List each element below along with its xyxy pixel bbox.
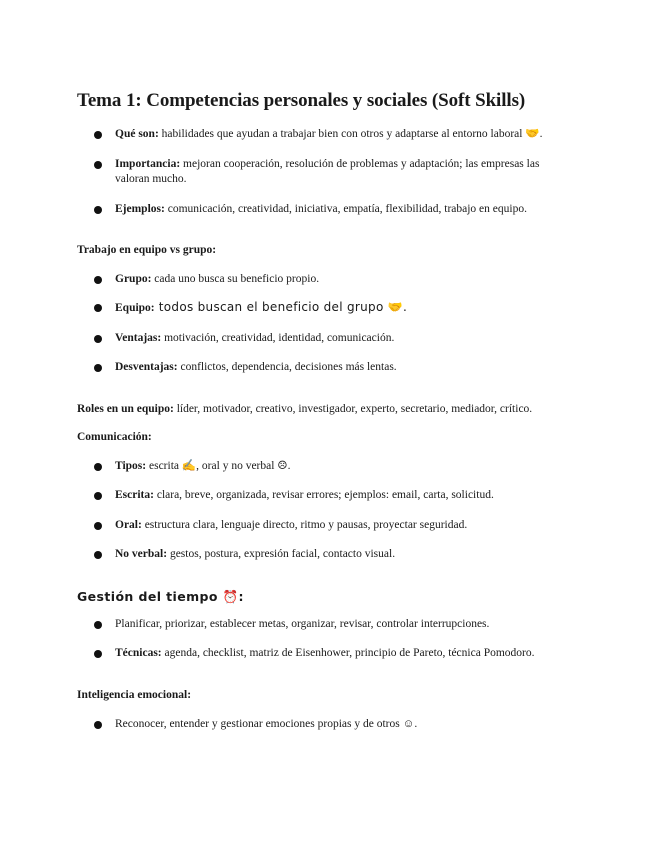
communication-heading: Comunicación: [77, 431, 152, 443]
time-heading: Gestión del tiempo ⏰: [77, 589, 244, 604]
bullet-icon [94, 276, 102, 284]
bullet-icon [94, 364, 102, 372]
item-label: Ventajas: [115, 332, 162, 344]
list-item-equipo [94, 300, 574, 316]
bullet-icon [94, 131, 102, 139]
roles-text: líder, motivador, creativo, investigador, experto, secretario, mediador, crítico. [173, 403, 533, 415]
emotional-heading: Inteligencia emocional: [77, 689, 192, 701]
roles-label: Roles en un equipo: [77, 403, 174, 415]
list-item-tecnicas [94, 646, 574, 661]
bullet-icon [94, 721, 102, 729]
item-text: todos buscan el beneficio del grupo 🤝. [154, 300, 408, 314]
list-item-ventajas [94, 331, 574, 346]
list-item-importancia [94, 157, 574, 187]
item-text: estructura clara, lenguaje directo, ritmo y pausas, proyectar seguridad. [141, 519, 468, 531]
bullet-icon [94, 492, 102, 500]
item-label: Técnicas: [115, 647, 162, 659]
teamwork-heading: Trabajo en equipo vs grupo: [77, 244, 217, 256]
item-label: Desventajas: [115, 361, 178, 373]
item-text: conflictos, dependencia, decisiones más lentas. [177, 361, 397, 373]
item-text: comunicación, creatividad, iniciativa, empatía, flexibilidad, trabajo en equipo. [164, 203, 527, 215]
document-title: Tema 1: Competencias personales y sociales (Soft Skills) [77, 90, 526, 111]
bullet-icon [94, 335, 102, 343]
list-item-desventajas [94, 360, 574, 375]
list-item-no-verbal [94, 547, 574, 562]
item-label: Escrita: [115, 489, 154, 501]
bullet-icon [94, 206, 102, 214]
item-text: Reconocer, entender y gestionar emociones propias y de otros ☺. [115, 718, 418, 730]
item-text: escrita ✍, oral y no verbal ☹. [146, 460, 291, 472]
item-text: mejoran cooperación, resolución de problemas y adaptación; las empresas las valoran mucho. [115, 158, 540, 185]
list-item-grupo [94, 272, 574, 287]
list-item-escrita [94, 488, 574, 503]
bullet-icon [94, 463, 102, 471]
bullet-icon [94, 522, 102, 530]
item-label: Qué son: [115, 128, 159, 140]
bullet-icon [94, 650, 102, 658]
list-item-planificar [94, 617, 574, 632]
bullet-icon [94, 304, 102, 312]
item-text: clara, breve, organizada, revisar errores; ejemplos: email, carta, solicitud. [153, 489, 494, 501]
item-label: Equipo: [115, 302, 155, 314]
list-item-oral [94, 518, 574, 533]
item-label: Tipos: [115, 460, 147, 472]
bullet-icon [94, 551, 102, 559]
bullet-icon [94, 161, 102, 169]
list-item-que-son [94, 127, 574, 142]
item-label: No verbal: [115, 548, 168, 560]
list-item-ejemplos [94, 202, 574, 217]
item-text: gestos, postura, expresión facial, contacto visual. [167, 548, 396, 560]
item-label: Importancia: [115, 158, 181, 170]
item-text: agenda, checklist, matriz de Eisenhower, principio de Pareto, técnica Pomodoro. [161, 647, 535, 659]
item-label: Grupo: [115, 273, 152, 285]
item-text: habilidades que ayudan a trabajar bien con otros y adaptarse al entorno laboral 🤝. [158, 128, 543, 140]
list-item-tipos [94, 459, 574, 474]
item-label: Ejemplos: [115, 203, 165, 215]
item-text: Planificar, priorizar, establecer metas, organizar, revisar, controlar interrupciones. [115, 618, 490, 630]
bullet-icon [94, 621, 102, 629]
list-item-reconocer [94, 717, 574, 732]
roles-paragraph [77, 403, 532, 415]
item-text: motivación, creatividad, identidad, comunicación. [161, 332, 395, 344]
item-label: Oral: [115, 519, 142, 531]
item-text: cada uno busca su beneficio propio. [151, 273, 320, 285]
